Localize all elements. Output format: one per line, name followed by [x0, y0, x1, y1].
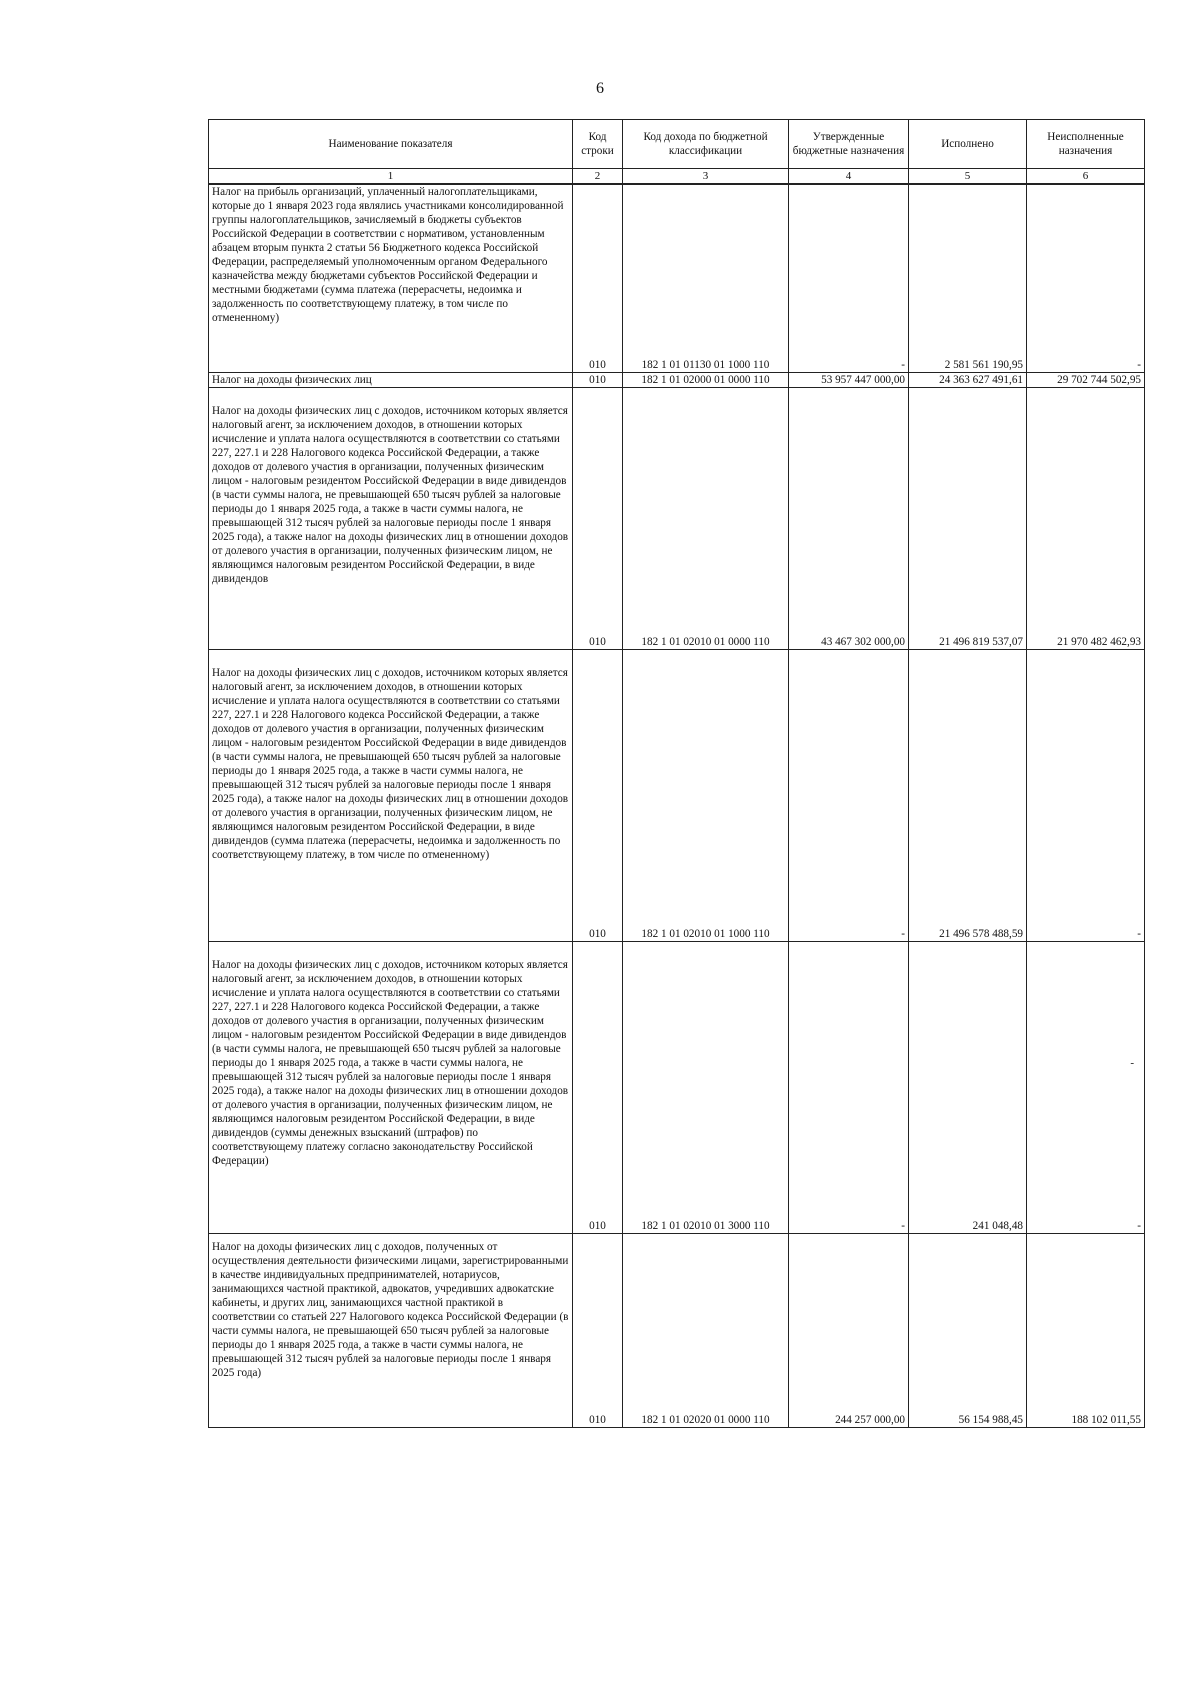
column-number: 3	[623, 169, 789, 185]
column-header-income-code: Код дохода по бюджетной классификации	[623, 120, 789, 169]
column-header-unexecuted: Неисполненные назначения	[1027, 120, 1145, 169]
income-code: 182 1 01 02000 01 0000 110	[623, 372, 789, 387]
column-number: 4	[789, 169, 909, 185]
approved-amount: 53 957 447 000,00	[789, 372, 909, 387]
line-code: 010	[573, 372, 623, 387]
indicator-name: Налог на доходы физических лиц	[209, 372, 573, 387]
indicator-name: Налог на доходы физических лиц с доходов, источником которых является налоговый агент, за исключением доходов, в отношении которых исчисление и уплата налога осуществляются в соответствии со статьями 227, 227.1 и 228 Налогового кодекса Российской Федерации, а также доходов от долевого участия в организации, полученных физическим лицом - налоговым резидентом Российской Федерации в виде дивидендов (в части суммы налога, не превышающей 650 тысяч рублей за налоговые периоды до 1 января 2025 года, а также в части суммы налога, не превышающей 312 тысяч рублей за налоговые периоды после 1 января 2025 года), а также налог на доходы физических лиц в отношении доходов от долевого участия в организации, полученных физическим лицом, не являющимся налоговым резидентом Российской Федерации, в виде дивидендов	[209, 387, 573, 649]
column-number-row	[209, 169, 1145, 185]
income-code: 182 1 01 02020 01 0000 110	[623, 1233, 789, 1427]
indicator-name: Налог на доходы физических лиц с доходов, источником которых является налоговый агент, за исключением доходов, в отношении которых исчисление и уплата налога осуществляются в соответствии со статьями 227, 227.1 и 228 Налогового кодекса Российской Федерации, а также доходов от долевого участия в организации, полученных физическим лицом - налоговым резидентом Российской Федерации в виде дивидендов (в части суммы налога, не превышающей 650 тысяч рублей за налоговые периоды до 1 января 2025 года, а также в части суммы налога, не превышающей 312 тысяч рублей за налоговые периоды после 1 января 2025 года), а также налог на доходы физических лиц в отношении доходов от долевого участия в организации, полученных физическим лицом, не являющимся налоговым резидентом Российской Федерации, в виде дивидендов (суммы денежных взысканий (штрафов) по соответствующему платежу согласно законодательству Российской Федерации)	[209, 941, 573, 1233]
table-row	[209, 184, 1145, 372]
approved-amount: 244 257 000,00	[789, 1233, 909, 1427]
page-number: 6	[596, 80, 604, 97]
executed-amount: 2 581 561 190,95	[909, 184, 1027, 372]
column-header-executed: Исполнено	[909, 120, 1027, 169]
unexecuted-amount: 188 102 011,55	[1027, 1233, 1145, 1427]
income-code: 182 1 01 02010 01 0000 110	[623, 387, 789, 649]
column-number: 2	[573, 169, 623, 185]
line-code: 010	[573, 649, 623, 941]
column-header-indicator: Наименование показателя	[209, 120, 573, 169]
table-header-row	[209, 120, 1145, 169]
line-code: 010	[573, 387, 623, 649]
approved-amount: -	[789, 941, 909, 1233]
table-row	[209, 1233, 1145, 1427]
income-code: 182 1 01 02010 01 3000 110	[623, 941, 789, 1233]
approved-amount: -	[789, 649, 909, 941]
column-number: 5	[909, 169, 1027, 185]
table-row	[209, 649, 1145, 941]
budget-execution-table	[208, 119, 1145, 1428]
unexecuted-amount: -	[1027, 941, 1145, 1233]
indicator-name: Налог на прибыль организаций, уплаченный налогоплательщиками, которые до 1 января 2023 года являлись участниками консолидированной группы налогоплательщиков, зачисляемый в бюджеты субъектов Российской Федерации в соответствии с нормативом, установленным абзацем вторым пункта 2 статьи 56 Бюджетного кодекса Российской Федерации, распределяемый уполномоченным органом Федерального казначейства между бюджетами субъектов Российской Федерации и местными бюджетами (сумма платежа (перерасчеты, недоимка и задолженность по соответствующему платежу, в том числе по отмененному)	[209, 184, 573, 372]
executed-amount: 241 048,48	[909, 941, 1027, 1233]
unexecuted-amount: -	[1027, 649, 1145, 941]
column-number: 1	[209, 169, 573, 185]
approved-amount: -	[789, 184, 909, 372]
executed-amount: 24 363 627 491,61	[909, 372, 1027, 387]
unexecuted-amount: 29 702 744 502,95	[1027, 372, 1145, 387]
income-code: 182 1 01 02010 01 1000 110	[623, 649, 789, 941]
column-number: 6	[1027, 169, 1145, 185]
table-row	[209, 941, 1145, 1233]
indicator-name: Налог на доходы физических лиц с доходов, источником которых является налоговый агент, за исключением доходов, в отношении которых исчисление и уплата налога осуществляются в соответствии со статьями 227, 227.1 и 228 Налогового кодекса Российской Федерации, а также доходов от долевого участия в организации, полученных физическим лицом - налоговым резидентом Российской Федерации в виде дивидендов (в части суммы налога, не превышающей 650 тысяч рублей за налоговые периоды до 1 января 2025 года, а также в части суммы налога, не превышающей 312 тысяч рублей за налоговые периоды после 1 января 2025 года), а также налог на доходы физических лиц в отношении доходов от долевого участия в организации, полученных физическим лицом, не являющимся налоговым резидентом Российской Федерации, в виде дивидендов (сумма платежа (перерасчеты, недоимка и задолженность по соответствующему платежу, в том числе по отмененному)	[209, 649, 573, 941]
line-code: 010	[573, 941, 623, 1233]
stray-mark: -	[1130, 1057, 1134, 1069]
executed-amount: 21 496 578 488,59	[909, 649, 1027, 941]
line-code: 010	[573, 184, 623, 372]
unexecuted-amount: 21 970 482 462,93	[1027, 387, 1145, 649]
line-code: 010	[573, 1233, 623, 1427]
table-row	[209, 372, 1145, 387]
approved-amount: 43 467 302 000,00	[789, 387, 909, 649]
executed-amount: 21 496 819 537,07	[909, 387, 1027, 649]
unexecuted-amount: -	[1027, 184, 1145, 372]
column-header-line-code: Код строки	[573, 120, 623, 169]
column-header-approved: Утвержденные бюджетные назначения	[789, 120, 909, 169]
income-code: 182 1 01 01130 01 1000 110	[623, 184, 789, 372]
indicator-name: Налог на доходы физических лиц с доходов, полученных от осуществления деятельности физическими лицами, зарегистрированными в качестве индивидуальных предпринимателей, нотариусов, занимающихся частной практикой, адвокатов, учредивших адвокатские кабинеты, и других лиц, занимающихся частной практикой в соответствии со статьей 227 Налогового кодекса Российской Федерации (в части суммы налога, не превышающей 650 тысяч рублей за налоговые периоды до 1 января 2025 года, а также в части суммы налога, не превышающей 312 тысяч рублей за налоговые периоды после 1 января 2025 года)	[209, 1233, 573, 1427]
table-row	[209, 387, 1145, 649]
executed-amount: 56 154 988,45	[909, 1233, 1027, 1427]
